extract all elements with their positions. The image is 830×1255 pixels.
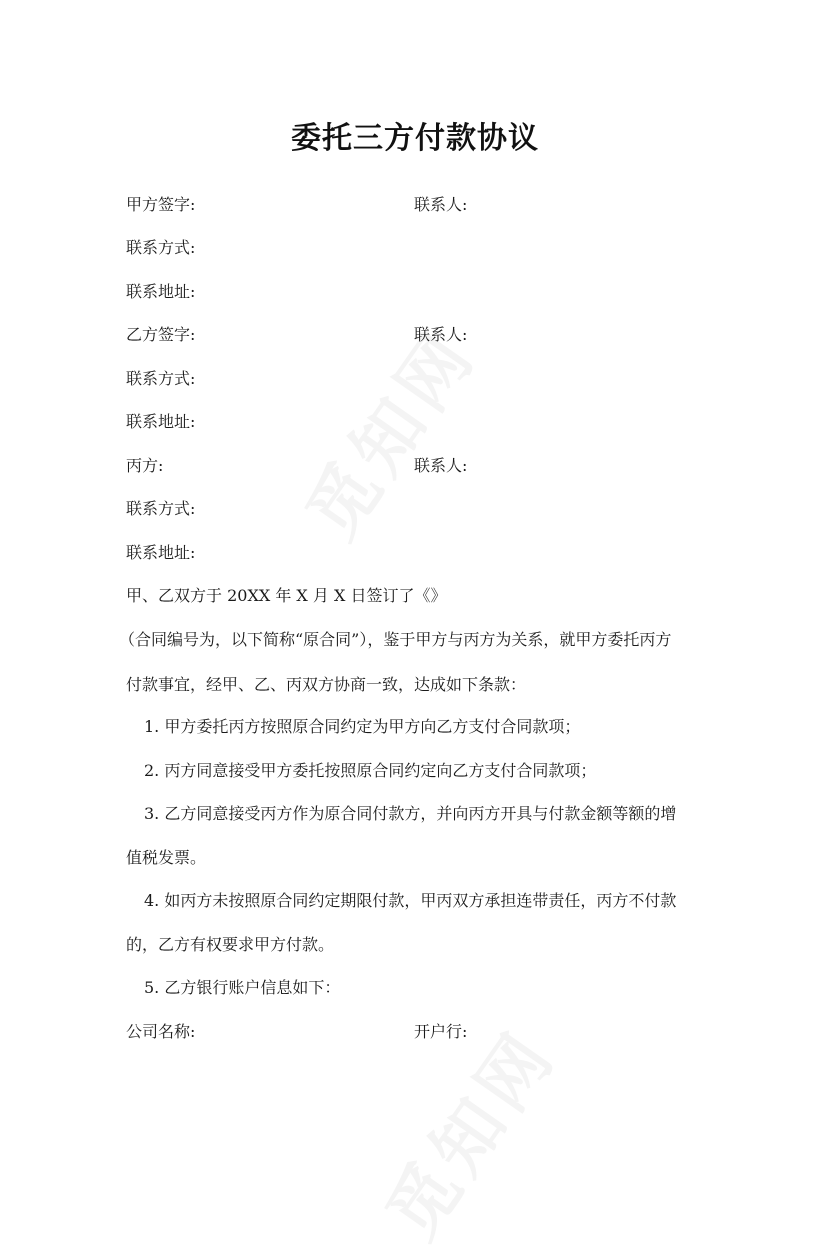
party-c-contact-person-label: 联系人: [414, 456, 468, 475]
party-b-address-label: 联系地址: [126, 412, 196, 431]
party-c-label: 丙方: [126, 456, 164, 475]
party-a-contact-method-label: 联系方式: [126, 238, 196, 257]
clause-4-continued: 的，乙方有权要求甲方付款。 [126, 935, 335, 954]
clause-1: 1. 甲方委托丙方按照原合同约定为甲方向乙方支付合同款项； [144, 717, 581, 736]
party-b-contact-method-label: 联系方式: [126, 369, 196, 388]
party-b-contact-person-label: 联系人: [414, 325, 468, 344]
intro-line-1: 甲、乙双方于 20XX 年 X 月 X 日签订了《》 [126, 586, 447, 605]
document-title: 委托三方付款协议 [291, 121, 539, 156]
party-c-contact-method-label: 联系方式: [126, 499, 196, 518]
party-a-sign-label: 甲方签字: [126, 195, 196, 214]
clause-2: 2. 丙方同意接受甲方委托按照原合同约定向乙方支付合同款项； [144, 761, 597, 780]
party-c-address-label: 联系地址: [126, 543, 196, 562]
clause-3: 3. 乙方同意接受丙方作为原合同付款方，并向丙方开具与付款金额等额的增 [144, 804, 677, 823]
clause-3-continued: 值税发票。 [126, 848, 207, 867]
clause-5: 5. 乙方银行账户信息如下： [144, 978, 341, 997]
watermark [359, 1006, 576, 1255]
intro-line-2: （合同编号为，以下简称“原合同”），鉴于甲方与丙方为关系，就甲方委托丙方 [119, 630, 672, 649]
party-a-address-label: 联系地址: [126, 282, 196, 301]
company-name-label: 公司名称: [126, 1022, 196, 1041]
bank-name-label: 开户行: [414, 1022, 468, 1041]
party-a-contact-person-label: 联系人: [414, 195, 468, 214]
party-b-sign-label: 乙方签字: [126, 325, 196, 344]
intro-line-3: 付款事宜，经甲、乙、丙双方协商一致，达成如下条款： [126, 675, 527, 694]
clause-4: 4. 如丙方未按照原合同约定期限付款，甲丙双方承担连带责任，丙方不付款 [144, 891, 677, 910]
